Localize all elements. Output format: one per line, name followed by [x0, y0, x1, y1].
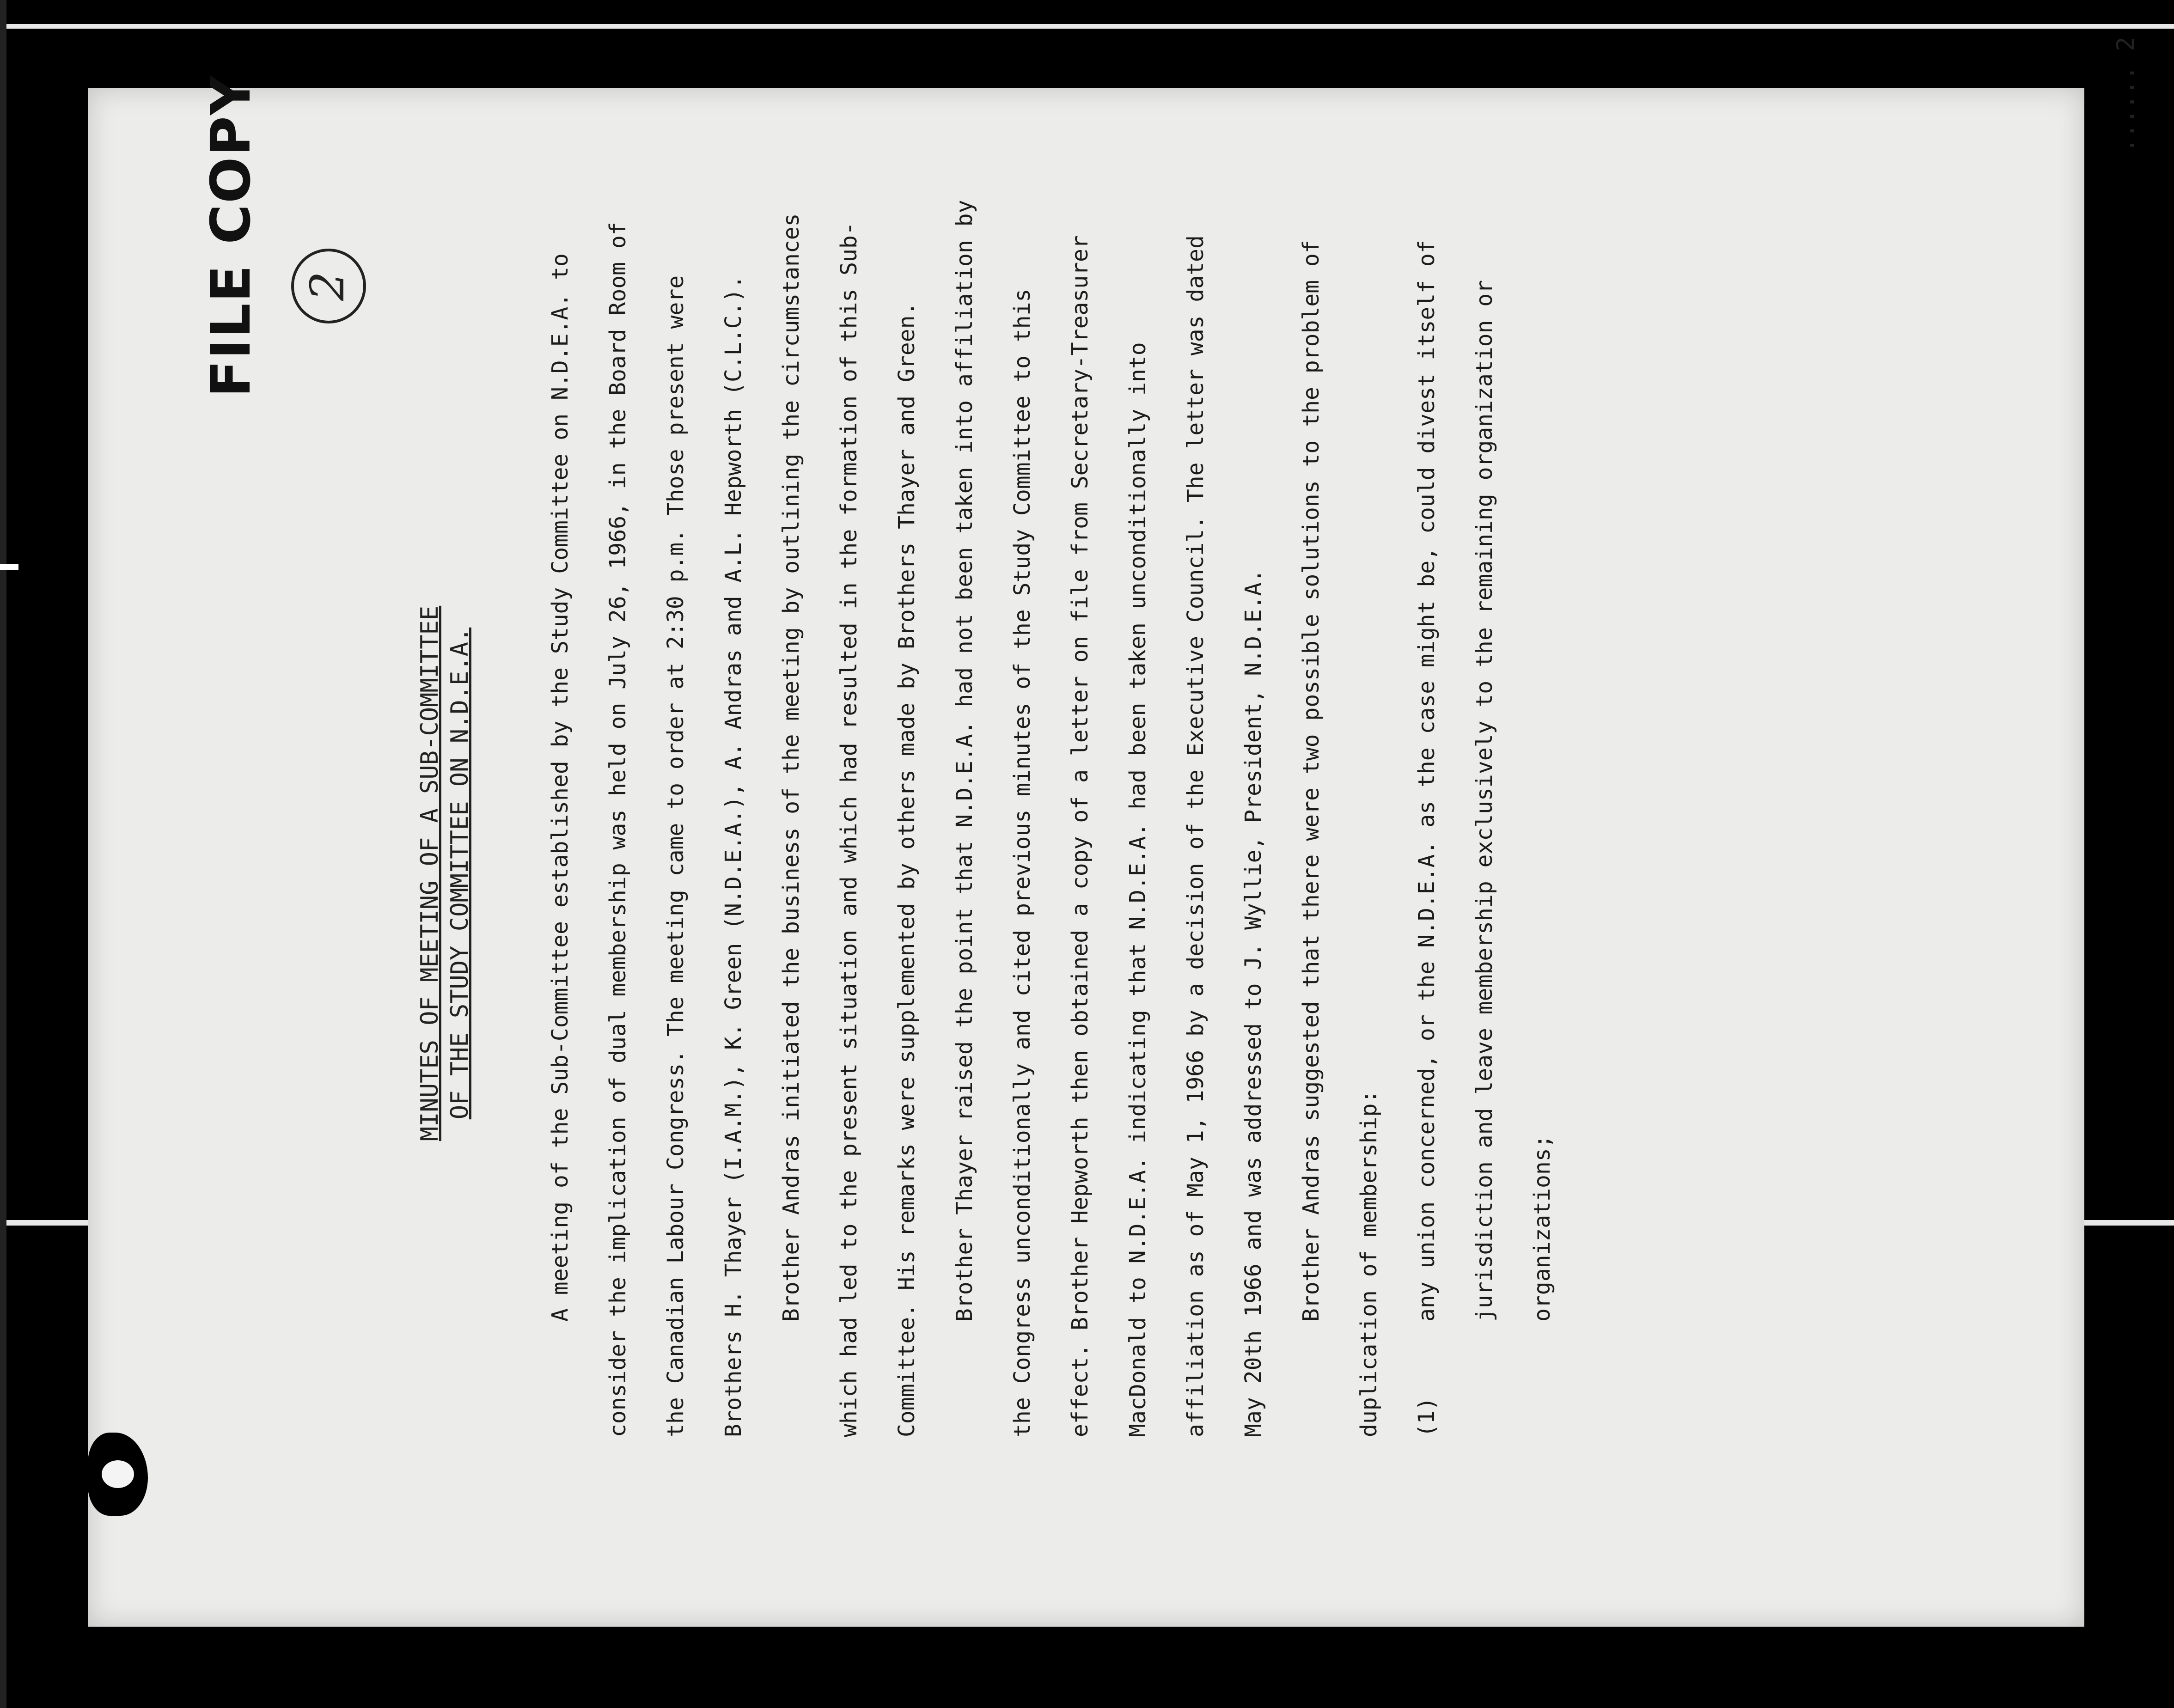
paragraph-andras-initiated: Brother Andras initiated the business of the meeting by outlining the circumstances which had led to the present situation and which had resulted in the formation of this Sub-Committee. His remarks were supplemented by others made by Brothers Thayer and Green.	[778, 213, 920, 1437]
page-damage-highlight	[102, 1460, 134, 1488]
solution-item-1	[1398, 189, 1571, 1437]
document-title-line-1: MINUTES OF MEETING OF A SUB-COMMITTEE	[416, 605, 444, 1141]
solution-item-1-number: (1)	[1414, 1397, 1440, 1437]
document-title-line-2: OF THE STUDY COMMITTEE ON N.D.E.A.	[446, 627, 474, 1120]
file-copy-stamp: FILE COPY	[199, 74, 263, 397]
paragraph-two-solutions: Brother Andras suggested that there were two possible solutions to the problem of duplication of membership:	[1298, 240, 1382, 1437]
solution-item-1-text: any union concerned, or the N.D.E.A. as the case might be, could divest itself of jurisdiction and leave membership exclusively to the remaining organization or organizations;	[1414, 240, 1555, 1322]
rotated-document-content	[199, 37, 2140, 1567]
scan-top-line	[0, 24, 2174, 29]
continued-page-marker: ...... 2	[2112, 37, 2140, 152]
paragraph-meeting-intro: A meeting of the Sub-Committee established by the Study Committee on N.D.E.A. to consider the implication of dual membership was held on July 26, 1966, in the Board Room of the Canadian Labour Congress. The meeting came to order at 2:30 p.m. Those present were Brothers H. Thayer (I.A.M.), K. Green (N.D.E.A.), A. Andras and A.L. Hepworth (C.L.C.).	[547, 222, 746, 1437]
film-mark	[0, 564, 18, 570]
document-page	[88, 37, 2140, 1627]
document-body	[531, 189, 1571, 1437]
paragraph-thayer-point: Brother Thayer raised the point that N.D.E.A. had not been taken into affiliation by the Congress unconditionally and cited previous minutes of the Study Committee to this effect. Brother Hepworth then obtained a copy of a letter on file from Secretary-Treasurer MacDonald to N.D.E.A. indicating that N.D.E.A. had been taken unconditionally into affiliation as of May 1, 1966 by a decision of the Executive Council. The letter was dated May 20th 1966 and was addressed to J. Wyllie, President, N.D.E.A.	[952, 200, 1266, 1437]
scan-left-edge	[0, 0, 6, 1708]
circled-page-number: 2	[291, 249, 366, 323]
